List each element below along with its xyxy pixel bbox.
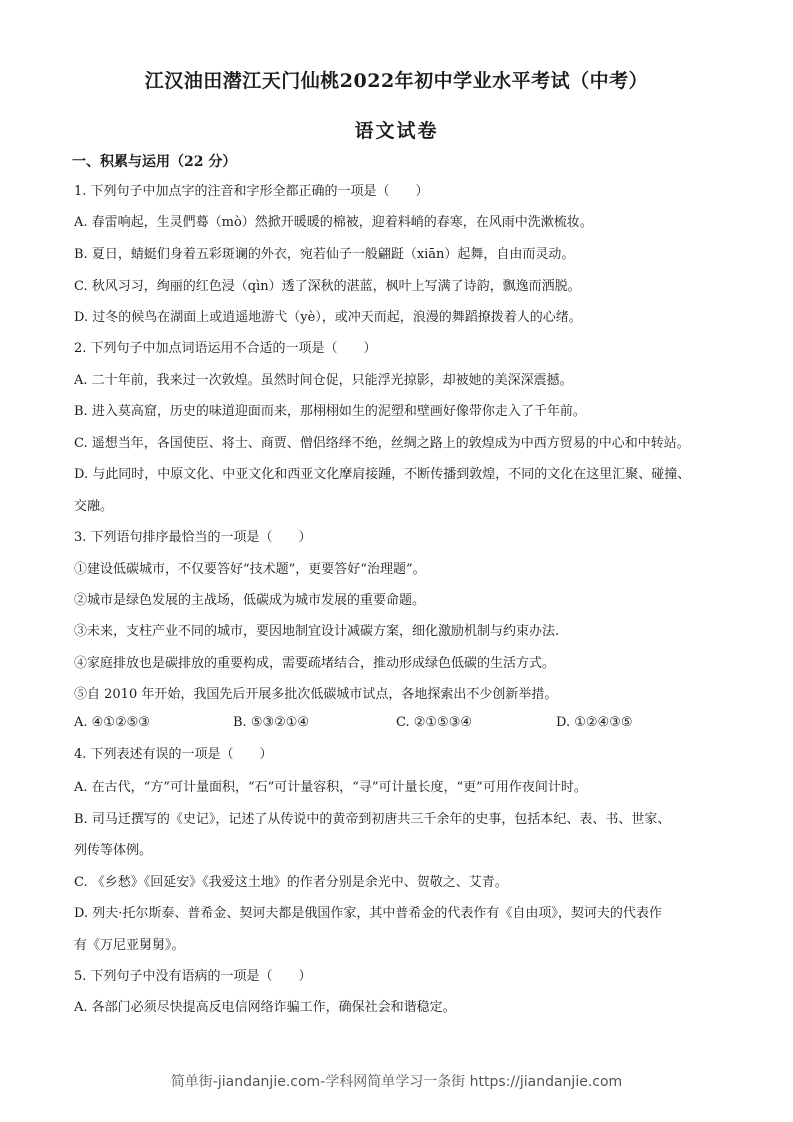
question-3-stem: 3. 下列语句排序最恰当的一项是（ ） bbox=[74, 530, 312, 545]
question-5-option-a: A. 各部门必须尽快提高反电信网络诈骗工作，确保社会和谐稳定。 bbox=[74, 1000, 456, 1015]
question-1-option-c: C. 秋风习习，绚丽的红色浸（qìn）透了深秋的湛蓝，枫叶上写满了诗韵，飘逸而洒脱。 bbox=[74, 279, 581, 294]
question-2-option-d-cont: 交融。 bbox=[74, 499, 114, 514]
question-2-option-a: A. 二十年前，我来过一次敦煌。虽然时间仓促，只能浮光掠影，却被她的美深深震撼。 bbox=[74, 373, 573, 388]
question-3-option-a: A. ④①②⑤③ bbox=[74, 715, 150, 730]
question-3-sentence-4: ④家庭排放也是碳排放的重要构成，需要疏堵结合，推动形成绿色低碳的生活方式。 bbox=[74, 656, 556, 671]
question-4-option-c: C. 《乡愁》《回延安》《我爱这土地》的作者分别是余光中、贺敬之、艾青。 bbox=[74, 875, 508, 890]
question-3-sentence-1: ①建设低碳城市，不仅要答好“技术题”，更要答好“治理题”。 bbox=[74, 562, 426, 577]
question-4-option-d: D. 列夫·托尔斯泰、普希金、契诃夫都是俄国作家，其中普希金的代表作有《自由项》，契诃夫的代表作 bbox=[74, 906, 662, 921]
question-4-option-b: B. 司马迁撰写的《史记》，记述了从传说中的黄帝到初唐共三千余年的史事，包括本纪、表、书、世家、 bbox=[74, 812, 671, 827]
question-3-option-b: B. ⑤③②①④ bbox=[233, 715, 310, 730]
question-2-option-d: D. 与此同时，中原文化、中亚文化和西亚文化摩肩接踵，不断传播到敦煌，不同的文化在这里汇聚、碰撞、 bbox=[74, 467, 691, 482]
question-2-option-c: C. 遥想当年，各国使臣、将士、商贾、僧侣络绎不绝，丝绸之路上的敦煌成为中西方贸易的中心和中转站。 bbox=[74, 436, 690, 451]
question-1-stem: 1. 下列句子中加点字的注音和字形全都正确的一项是（ ） bbox=[74, 184, 429, 199]
question-3-option-d: D. ①②④③⑤ bbox=[556, 715, 633, 730]
question-3-sentence-2: ②城市是绿色发展的主战场，低碳成为城市发展的重要命题。 bbox=[74, 593, 426, 608]
question-1-option-d: D. 过冬的候鸟在湖面上或逍遥地游弋（yè），或冲天而起，浪漫的舞蹈撩拨着人的心绪。 bbox=[74, 310, 582, 325]
question-3-option-c: C. ②①⑤③④ bbox=[396, 715, 473, 730]
page-footer: 简单街-jiandanjie.com-学科网简单学习一条街 https://jiandanjie.com bbox=[170, 1074, 623, 1090]
question-4-option-a: A. 在古代，“方”可计量面积，“石”可计量容积，“寻”可计量长度，“更”可用作夜间计时。 bbox=[74, 780, 587, 795]
question-5-stem: 5. 下列句子中没有语病的一项是（ ） bbox=[74, 969, 312, 984]
question-4-stem: 4. 下列表述有误的一项是（ ） bbox=[74, 747, 273, 762]
question-1-option-b: B. 夏日，蜻蜓们身着五彩斑谰的外衣，宛若仙子一般翩跹（xiān）起舞，自由而灵动。 bbox=[74, 247, 575, 262]
question-1-option-a: A. 春雷响起，生灵們蓦（mò）然掀开暖暖的棉被，迎着料峭的春寒，在风雨中洗漱梳妆。 bbox=[74, 215, 593, 230]
question-4-option-b-cont: 列传等体例。 bbox=[74, 843, 153, 858]
question-2-stem: 2. 下列句子中加点词语运用不合适的一项是（ ） bbox=[74, 341, 377, 356]
exam-title: 江汉油田潜江天门仙桃2022年初中学业水平考试（中考） bbox=[144, 70, 649, 92]
section-heading: 一、积累与运用（22 分） bbox=[72, 154, 237, 170]
question-3-sentence-5: ⑤自 2010 年开始，我国先后开展多批次低碳城市试点，各地探索出不少创新举措。 bbox=[74, 687, 558, 702]
question-2-option-b: B. 进入莫高窟，历史的味道迎面而来，那栩栩如生的泥塑和壁画好像带你走入了千年前。 bbox=[74, 404, 586, 419]
exam-subtitle: 语文试卷 bbox=[354, 120, 439, 142]
question-4-option-d-cont: 有《万尼亚舅舅》。 bbox=[74, 938, 185, 953]
question-3-sentence-3: ③未来，支柱产业不同的城市，要因地制宜设计减碳方案，细化激励机制与约束办法. bbox=[74, 624, 560, 639]
